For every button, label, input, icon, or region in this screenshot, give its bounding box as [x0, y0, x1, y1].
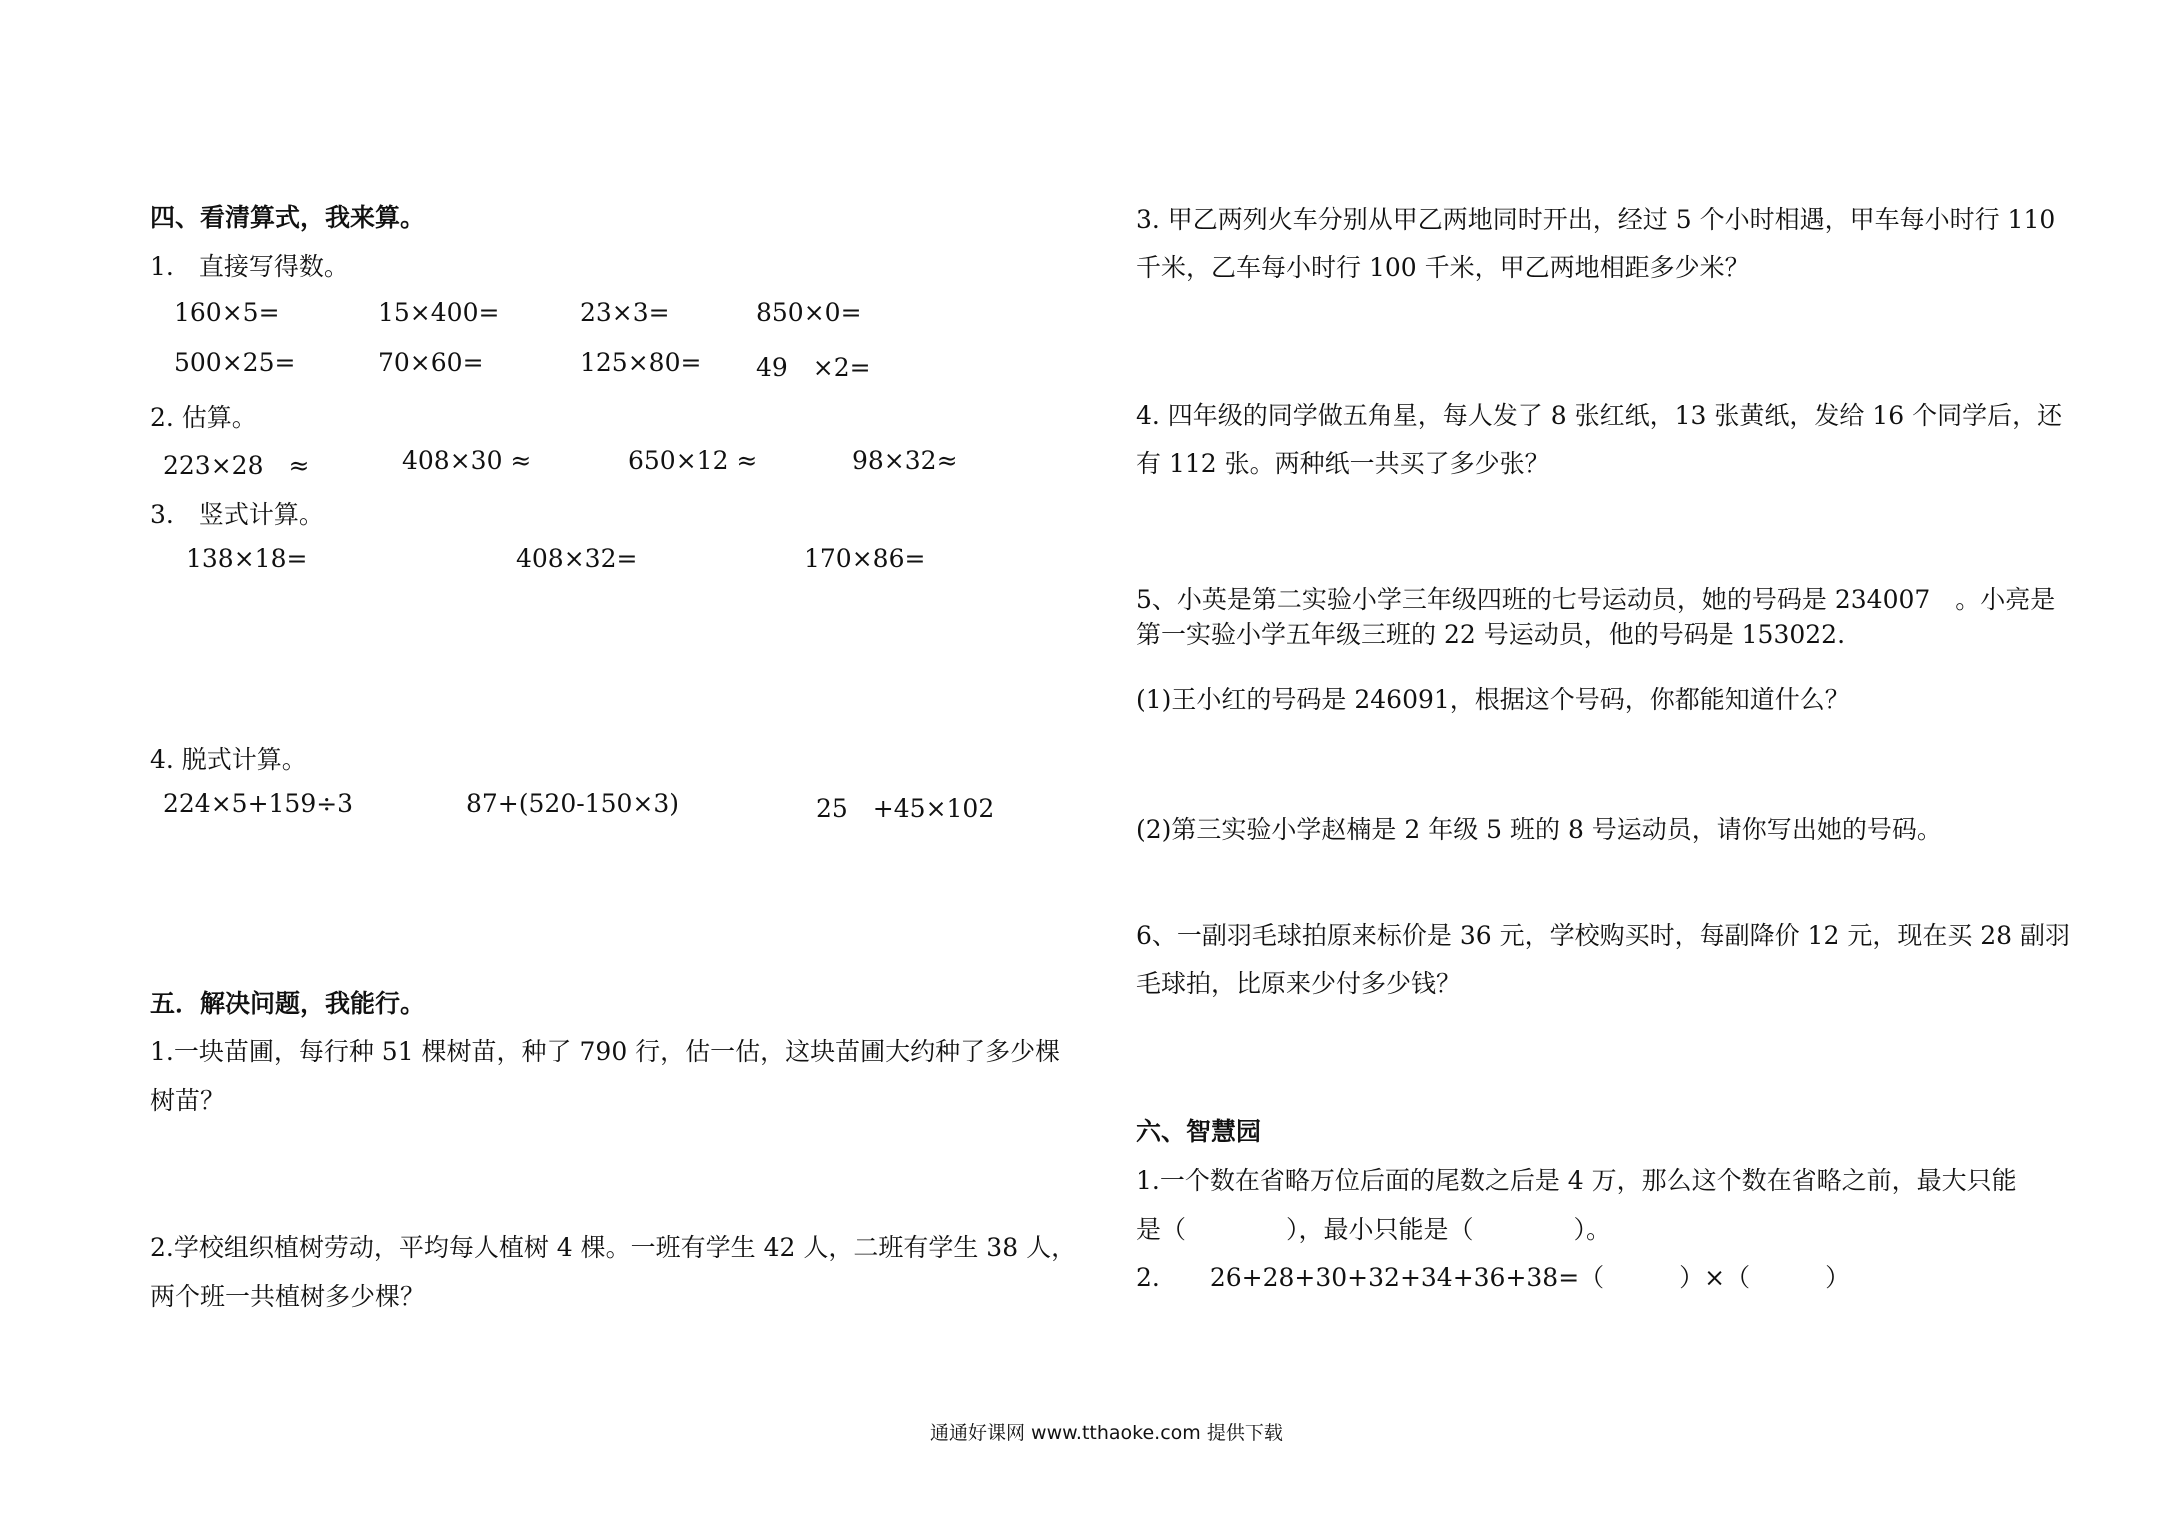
- problem-5-sub-1: (1)王小红的号码是 246091，根据这个号码，你都能知道什么？: [1136, 685, 1850, 714]
- section-6-title: 六、智慧园: [1136, 1117, 1262, 1146]
- q4-item-3: 25 +45×102: [816, 794, 995, 823]
- q3-item-3: 170×86=: [804, 544, 926, 573]
- q4-label: 4. 脱式计算。: [150, 745, 307, 774]
- wisdom-q1-line-1: 1.一个数在省略万位后面的尾数之后是 4 万，那么这个数在省略之前，最大只能: [1136, 1166, 2017, 1195]
- wisdom-q1-line-2: 是（ ），最小只能是（ ）。: [1136, 1215, 1612, 1244]
- q2-item-4: 98×32≈: [852, 446, 958, 475]
- q1-r2-c3: 125×80=: [580, 348, 702, 377]
- problem-5-line-2: 第一实验小学五年级三班的 22 号运动员，他的号码是 153022.: [1136, 620, 1846, 649]
- problem-2-line-2: 两个班一共植树多少棵？: [150, 1282, 426, 1311]
- q2-item-1: 223×28 ≈: [163, 451, 310, 480]
- q2-item-2: 408×30 ≈: [402, 446, 532, 475]
- q1-r2-c4: 49 ×2=: [756, 353, 871, 382]
- q1-r1-c1: 160×5=: [174, 298, 280, 327]
- problem-5-line-1: 5、小英是第二实验小学三年级四班的七号运动员，她的号码是 234007 。小亮是: [1136, 585, 2056, 614]
- q1-r1-c4: 850×0=: [756, 298, 862, 327]
- section-4-title: 四、看清算式，我来算。: [150, 203, 426, 232]
- problem-4-line-1: 4. 四年级的同学做五角星，每人发了 8 张红纸，13 张黄纸，发给 16 个同学后，还: [1136, 401, 2063, 430]
- problem-6-line-2: 毛球拍，比原来少付多少钱？: [1136, 969, 1462, 998]
- problem-1-line-2: 树苗？: [150, 1086, 226, 1115]
- problem-5-sub-2: (2)第三实验小学赵楠是 2 年级 5 班的 8 号运动员，请你写出她的号码。: [1136, 815, 1942, 844]
- q1-r1-c2: 15×400=: [378, 298, 500, 327]
- q3-item-1: 138×18=: [186, 544, 308, 573]
- q1-r1-c3: 23×3=: [580, 298, 670, 327]
- section-5-title: 五．解决问题，我能行。: [150, 989, 426, 1018]
- q4-item-1: 224×5+159÷3: [163, 789, 354, 818]
- problem-2-line-1: 2.学校组织植树劳动，平均每人植树 4 棵。一班有学生 42 人，二班有学生 38 人，: [150, 1233, 1077, 1262]
- problem-4-line-2: 有 112 张。两种纸一共买了多少张？: [1136, 449, 1550, 478]
- problem-3-line-1: 3. 甲乙两列火车分别从甲乙两地同时开出，经过 5 个小时相遇，甲车每小时行 110: [1136, 205, 2056, 234]
- wisdom-q2: 2. 26+28+30+32+34+36+38=（ ）×（ ）: [1136, 1263, 1851, 1292]
- q3-item-2: 408×32=: [516, 544, 638, 573]
- q1-r2-c1: 500×25=: [174, 348, 296, 377]
- problem-1-line-1: 1.一块苗圃，每行种 51 棵树苗，种了 790 行，估一估，这块苗圃大约种了多少棵: [150, 1037, 1061, 1066]
- q1-r2-c2: 70×60=: [378, 348, 484, 377]
- q1-label: 1. 直接写得数。: [150, 252, 349, 281]
- problem-6-line-1: 6、一副羽毛球拍原来标价是 36 元，学校购买时，每副降价 12 元，现在买 28 副羽: [1136, 921, 2071, 950]
- problem-3-line-2: 千米，乙车每小时行 100 千米，甲乙两地相距多少米？: [1136, 253, 1750, 282]
- q3-label: 3. 竖式计算。: [150, 500, 324, 529]
- q2-item-3: 650×12 ≈: [628, 446, 758, 475]
- footer-credit: 通通好课网 www.tthaoke.com 提供下载: [930, 1422, 1283, 1444]
- q4-item-2: 87+(520-150×3): [466, 789, 680, 818]
- q2-label: 2. 估算。: [150, 403, 257, 432]
